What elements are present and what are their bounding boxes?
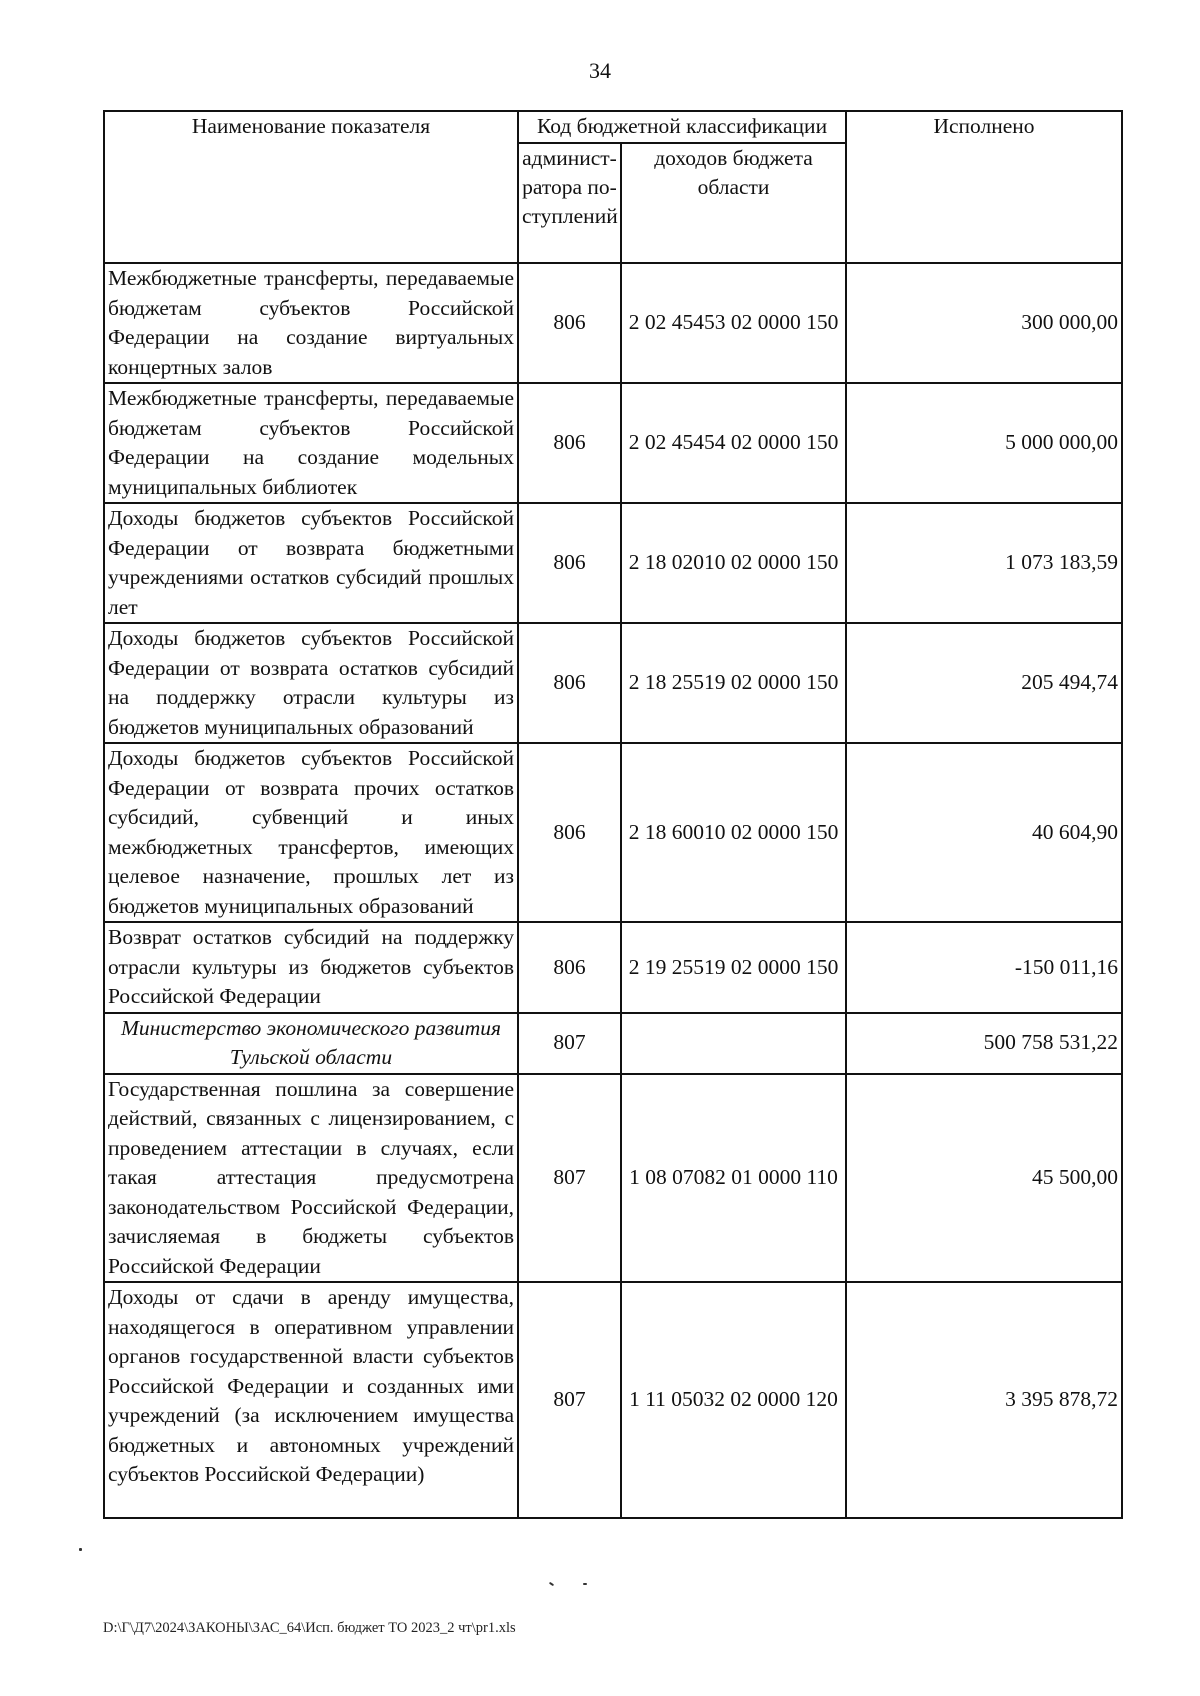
row-income-code: 1 08 07082 01 0000 110 xyxy=(621,1074,846,1283)
budget-table xyxy=(103,110,1123,1519)
table-row xyxy=(104,1282,1122,1518)
header-indicator-name: Наименование показателя xyxy=(104,111,518,263)
row-amount: 45 500,00 xyxy=(846,1074,1122,1283)
table-row xyxy=(104,1074,1122,1283)
file-path: D:\Г\Д7\2024\ЗАКОНЫ\ЗАС_64\Исп. бюджет ТО 2023_2 чт\pr1.xls xyxy=(103,1620,516,1636)
row-income-code: 2 02 45454 02 0000 150 xyxy=(621,383,846,503)
row-admin-code: 806 xyxy=(518,383,621,503)
table-row xyxy=(104,263,1122,383)
row-name: Доходы бюджетов субъектов Российской Федерации от возврата бюджетными учреждениями остатков субсидий прошлых лет xyxy=(104,503,518,623)
header-admin-code: админист-ратора по-ступлений xyxy=(518,143,621,263)
row-amount: 5 000 000,00 xyxy=(846,383,1122,503)
row-income-code: 2 18 02010 02 0000 150 xyxy=(621,503,846,623)
row-amount: 1 073 183,59 xyxy=(846,503,1122,623)
row-ministry-name: Министерство экономического развития Тульской области xyxy=(104,1013,518,1074)
row-income-code: 2 02 45453 02 0000 150 xyxy=(621,263,846,383)
row-amount: 40 604,90 xyxy=(846,743,1122,922)
row-income-code: 2 18 60010 02 0000 150 xyxy=(621,743,846,922)
row-amount: 500 758 531,22 xyxy=(846,1013,1122,1074)
row-income-code xyxy=(621,1013,846,1074)
scan-speck xyxy=(549,1582,554,1587)
row-income-code: 2 19 25519 02 0000 150 xyxy=(621,922,846,1013)
header-executed: Исполнено xyxy=(846,111,1122,263)
row-name: Доходы бюджетов субъектов Российской Федерации от возврата остатков субсидий на поддержку отрасли культуры из бюджетов муниципальных образований xyxy=(104,623,518,743)
row-admin-code: 807 xyxy=(518,1013,621,1074)
row-amount: 3 395 878,72 xyxy=(846,1282,1122,1518)
table-row xyxy=(104,922,1122,1013)
row-admin-code: 806 xyxy=(518,503,621,623)
row-name: Государственная пошлина за совершение действий, связанных с лицензированием, с проведением аттестации в случаях, если такая аттестация предусмотрена законодательством Российской Федерации, зачисляемая в бюджеты субъектов Российской Федерации xyxy=(104,1074,518,1283)
header-budget-code: Код бюджетной классификации xyxy=(518,111,846,143)
row-admin-code: 806 xyxy=(518,263,621,383)
row-admin-code: 807 xyxy=(518,1282,621,1518)
table-row xyxy=(104,623,1122,743)
row-amount: 205 494,74 xyxy=(846,623,1122,743)
row-admin-code: 806 xyxy=(518,922,621,1013)
scan-speck xyxy=(79,1548,82,1551)
row-name: Доходы от сдачи в аренду имущества, находящегося в оперативном управлении органов государственной власти субъектов Российской Федерации и созданных ими учреждений (за исключением имущества бюджетных и автономных учреждений субъектов Российской Федерации) xyxy=(104,1282,518,1518)
row-income-code: 2 18 25519 02 0000 150 xyxy=(621,623,846,743)
table-row xyxy=(104,383,1122,503)
page-number: 34 xyxy=(589,58,611,83)
row-income-code: 1 11 05032 02 0000 120 xyxy=(621,1282,846,1518)
row-name: Межбюджетные трансферты, передаваемые бюджетам субъектов Российской Федерации на создание модельных муниципальных библиотек xyxy=(104,383,518,503)
table-row xyxy=(104,503,1122,623)
row-name: Доходы бюджетов субъектов Российской Федерации от возврата прочих остатков субсидий, субвенций и иных межбюджетных трансфертов, имеющих целевое назначение, прошлых лет из бюджетов муниципальных образований xyxy=(104,743,518,922)
row-admin-code: 806 xyxy=(518,743,621,922)
header-income-code: доходов бюджета области xyxy=(621,143,846,263)
row-amount: 300 000,00 xyxy=(846,263,1122,383)
table-row xyxy=(104,743,1122,922)
scan-speck xyxy=(583,1583,587,1585)
row-name: Межбюджетные трансферты, передаваемые бюджетам субъектов Российской Федерации на создание виртуальных концертных залов xyxy=(104,263,518,383)
table-row-section xyxy=(104,1013,1122,1074)
row-admin-code: 806 xyxy=(518,623,621,743)
row-name: Возврат остатков субсидий на поддержку отрасли культуры из бюджетов субъектов Российской Федерации xyxy=(104,922,518,1013)
row-amount: -150 011,16 xyxy=(846,922,1122,1013)
row-admin-code: 807 xyxy=(518,1074,621,1283)
